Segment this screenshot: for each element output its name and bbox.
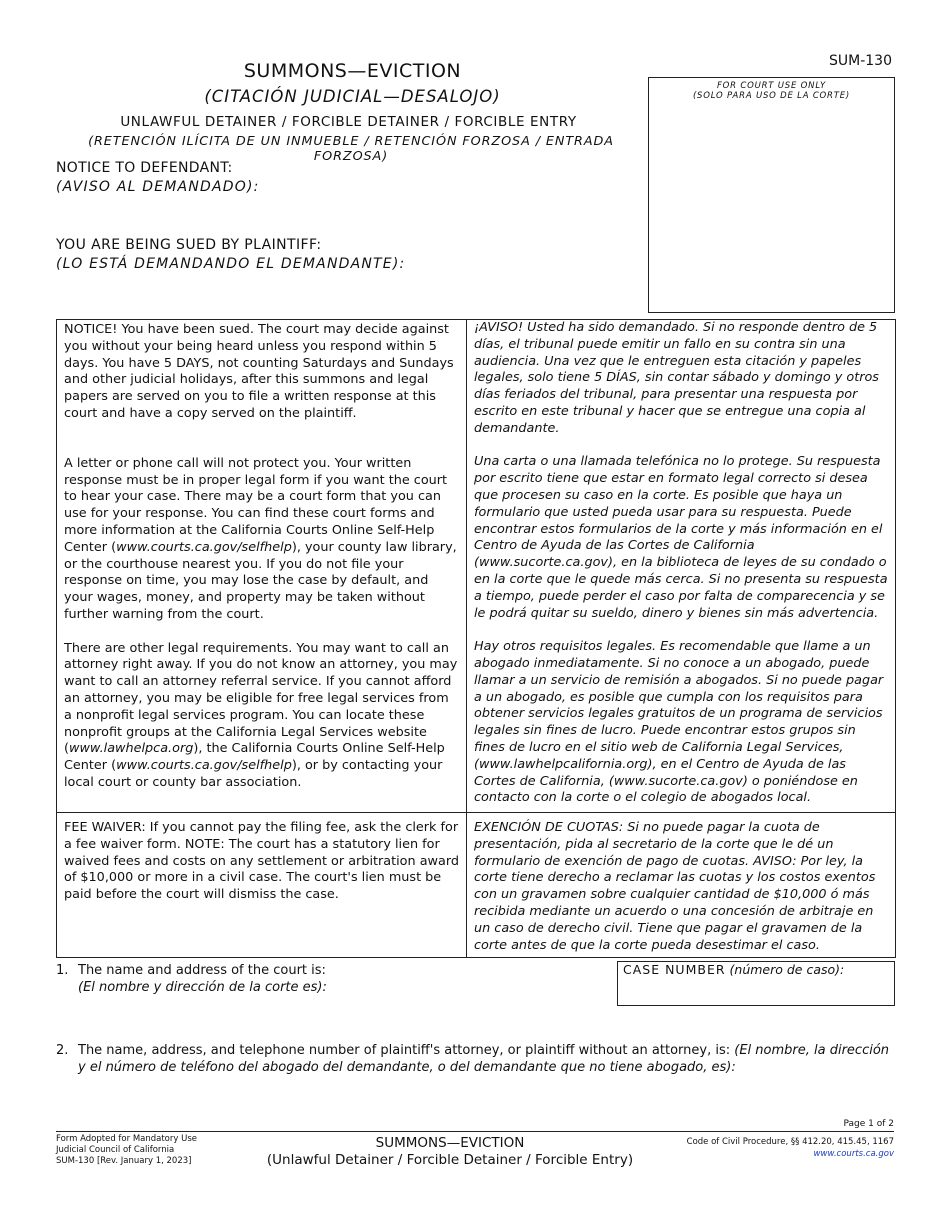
form-number: SUM-130	[829, 53, 892, 69]
notice-to-defendant-label-spanish: (AVISO AL DEMANDADO):	[56, 179, 260, 195]
plaintiff-attorney-label-spanish: (El nombre, la dirección y el número de teléfono del abogado del demandante, o del demandante que no tiene abogado, es):	[78, 1043, 890, 1075]
court-use-only-box[interactable]	[648, 77, 895, 313]
sued-by-plaintiff-label-spanish: (LO ESTÁ DEMANDANDO EL DEMANDANTE):	[56, 256, 406, 272]
notice-paragraph-1: NOTICE! You have been sued. The court may decide against you without your being heard unless you respond within 5 days. You have 5 DAYS, not counting Saturdays and Sundays and other judicial holidays, after this summons and legal papers are served on you to file a written response at this court and have a copy served on the plaintiff.	[64, 322, 454, 421]
court-name-label: The name and address of the court is:	[78, 963, 326, 978]
aviso-paragraph-1: ¡AVISO! Usted ha sido demandado. Si no responde dentro de 5 días, el tribunal puede emitir un fallo en su contra sin una audiencia. Una vez que le entreguen esta citación y papeles legales, solo tiene 5 DÍAS, sin contar sábado y domingo y otros días feriados del tribunal, para presentar una respuesta por escrito en este tribunal y hacer que se entregue una copia al demandante.	[474, 320, 879, 436]
case-number-label-spanish: (número de caso):	[729, 962, 845, 977]
aviso-paragraph-2: Una carta o una llamada telefónica no lo protege. Su respuesta por escrito tiene que estar en formato legal correcto si desea que procesen su caso en la corte. Es posible que haya un formulario que usted pueda usar para su respuesta. Puede encontrar estos formularios de la corte y más información en el Centro de Ayuda de las Cortes de California (www.sucorte.ca.gov), en la biblioteca de leyes de su condado o en la corte que le quede más cerca. Si no presenta su respuesta a tiempo, puede perder el caso por falta de comparecencia y se le podrá quitar su sueldo, dinero y bienes sin más advertencia.	[474, 454, 888, 621]
court-use-label: FOR COURT USE ONLY	[716, 81, 827, 91]
form-title-spanish: (CITACIÓN JUDICIAL—DESALOJO)	[204, 87, 501, 106]
aviso-paragraph-3: Hay otros requisitos legales. Es recomendable que llame a un abogado inmediatamente. Si no conoce a un abogado, puede llamar a un servicio de remisión a abogados. Si no puede pagar a un abogado, es posible que cumpla con los requisitos para obtener servicios legales gratuitos de un programa de servicios legales sin fines de lucro. Puede encontrar estos grupos sin fines de lucro en el sitio web de California Legal Services, (www.lawhelpcalifornia.org), en el Centro de Ayuda de las Cortes de California, (www.sucorte.ca.gov) o poniéndose en contacto con la corte o el colegio de abogados local.	[474, 639, 884, 806]
selfhelp-link: www.courts.ca.gov/selfhelp	[116, 539, 292, 555]
notice-paragraph-3: There are other legal requirements. You may want to call an attorney right away. If you do not know an attorney, you may want to call an attorney referral service. If you cannot afford an attorney, you may be eligible for free legal services from a nonprofit legal services program. You can locate these nonprofit groups at the California Legal Services website (www.lawhelpca.org), the California Courts Online Self-Help Center (www.courts.ca.gov/selfhelp), or by contacting your local court or county bar association.	[64, 640, 458, 790]
item-number: 1.	[56, 963, 69, 978]
court-name-item	[56, 962, 327, 996]
lawhelp-link: www.lawhelpca.org	[69, 741, 194, 757]
courts-website-link[interactable]: www.courts.ca.gov	[813, 1149, 894, 1159]
sued-by-plaintiff-label: YOU ARE BEING SUED BY PLAINTIFF:	[56, 237, 322, 253]
form-subtitle: UNLAWFUL DETAINER / FORCIBLE DETAINER / FORCIBLE ENTRY	[120, 114, 577, 130]
court-name-label-spanish: (El nombre y dirección de la corte es):	[78, 980, 327, 995]
fee-waiver-english	[57, 813, 466, 921]
form-subtitle-spanish: (RETENCIÓN ILÍCITA DE UN INMUEBLE / RETENCIÓN FORZOSA / ENTRADA FORZOSA)	[88, 134, 614, 164]
item-number: 2.	[56, 1043, 69, 1058]
fee-waiver-spanish	[467, 813, 895, 971]
notice-to-defendant-label: NOTICE TO DEFENDANT:	[56, 160, 233, 176]
footer-adoption-info: Form Adopted for Mandatory Use Judicial Council of California SUM-130 [Rev. January 1, 2023]	[56, 1134, 197, 1166]
fee-waiver-text: FEE WAIVER: If you cannot pay the filing fee, ask the clerk for a fee waiver form. NOTE: The court has a statutory lien for waived fees and costs on any settlement or arbitration award of $10,000 or more in a civil case. The court's lien must be paid before the court will dismiss the case.	[64, 820, 460, 903]
selfhelp-link: www.courts.ca.gov/selfhelp	[116, 758, 292, 774]
footer-title: SUMMONS—EVICTION (Unlawful Detainer / Forcible Detainer / Forcible Entry)	[266, 1135, 634, 1168]
footer-code-info: Code of Civil Procedure, §§ 412.20, 415.45, 1167 www.courts.ca.gov	[620, 1136, 894, 1160]
notice-table	[56, 319, 896, 958]
court-use-label-spanish: (SOLO PARA USO DE LA CORTE)	[692, 91, 851, 101]
notice-spanish	[467, 320, 895, 824]
plaintiff-attorney-label: The name, address, and telephone number of plaintiff's attorney, or plaintiff without an attorney, is:	[78, 1043, 731, 1058]
notice-english	[57, 320, 466, 809]
notice-paragraph-2: A letter or phone call will not protect you. Your written response must be in proper legal form if you want the court to hear your case. There may be a court form that you can use for your response. You can find these court forms and more information at the California Courts Online Self-Help Center (www.courts.ca.gov/selfhelp), your county law library, or the courthouse nearest you. If you do not file your response on time, you may lose the case by default, and your wages, money, and property may be taken without further warning from the court.	[64, 455, 457, 622]
footer-divider	[56, 1131, 894, 1132]
case-number-field[interactable]	[617, 961, 895, 1006]
plaintiff-attorney-item	[56, 1042, 896, 1076]
fee-waiver-text-spanish: EXENCIÓN DE CUOTAS: Si no puede pagar la cuota de presentación, pida al secretario de la corte que le dé un formulario de exención de pago de cuotas. AVISO: Por ley, la corte tiene derecho a reclamar las cuotas y los costos exentos con un gravamen sobre cualquier cantidad de $10,000 ó más recibida mediante un acuerdo o una concesión de arbitraje en un caso de derecho civil. Tiene que pagar el gravamen de la corte antes de que la corte pueda desestimar el caso.	[474, 820, 876, 953]
case-number-label: CASE NUMBER	[623, 962, 726, 977]
form-title: SUMMONS—EVICTION	[243, 60, 462, 82]
page-number: Page 1 of 2	[843, 1119, 894, 1129]
